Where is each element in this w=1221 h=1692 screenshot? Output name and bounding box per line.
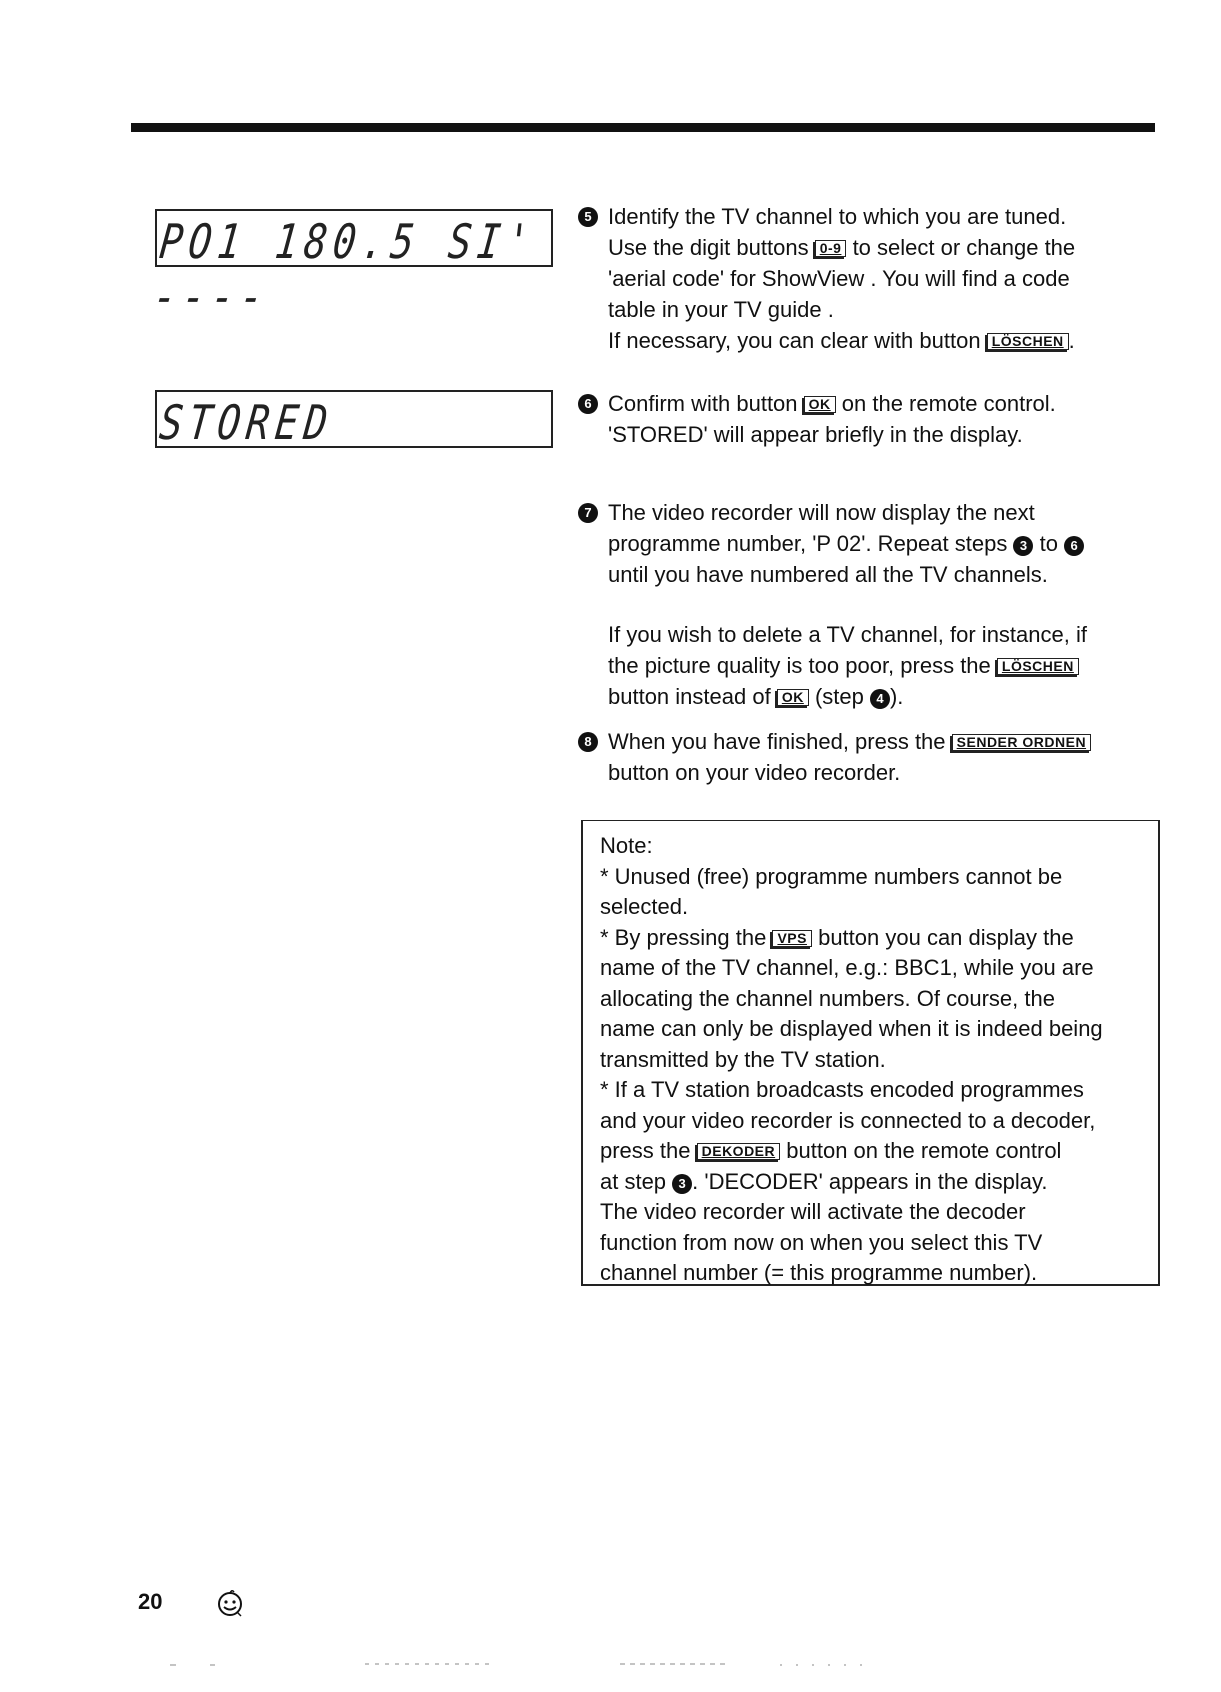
step-ref-badge: 3 <box>1013 536 1033 556</box>
note-line: * By pressing the <box>600 924 767 950</box>
step-6 <box>578 388 1178 450</box>
note-line: button on the remote control <box>786 1138 1062 1163</box>
note-line: name of the TV channel, e.g.: BBC1, while you are <box>600 955 1094 980</box>
step-text: to <box>1039 531 1058 556</box>
step-text: Confirm with button <box>608 391 798 416</box>
note-line: allocating the channel numbers. Of course, the <box>600 985 1055 1011</box>
step-text: . <box>1068 328 1075 353</box>
note-line: at step <box>600 1168 667 1194</box>
step-text: The video recorder will now display the next <box>608 500 1035 525</box>
note-line: transmitted by the TV station. <box>600 1046 886 1072</box>
ok-button-key: OK <box>804 396 836 413</box>
step-text: If necessary, you can clear with button <box>608 328 981 353</box>
step-text: (step <box>814 684 864 709</box>
step-7 <box>578 497 1178 712</box>
digit-button-key: 0-9 <box>815 240 847 257</box>
note-line: . 'DECODER' appears in the display. <box>692 1168 1048 1194</box>
note-line: button you can display the <box>818 924 1074 950</box>
step-ref-badge: 3 <box>672 1174 692 1194</box>
step-text: When you have finished, press the <box>608 729 946 754</box>
lcd-display-tuning <box>150 209 553 324</box>
note-line: function from now on when you select this TV <box>600 1229 1043 1255</box>
sender-ordnen-button-key: SENDER ORDNEN <box>952 734 1091 751</box>
scan-specks <box>170 1660 950 1670</box>
step-text: button on your video recorder. <box>608 760 901 785</box>
smiley-face-icon <box>215 1588 245 1618</box>
loschen-button-key: LÖSCHEN <box>997 658 1079 675</box>
step-text: Identify the TV channel to which you are tuned. <box>608 204 1067 229</box>
step-text: button instead of <box>608 684 771 709</box>
page-number: 20 <box>138 1589 163 1614</box>
step-text: If you wish to delete a TV channel, for instance, if <box>608 622 1087 647</box>
step-number-badge: 8 <box>578 732 598 752</box>
note-line: * Unused (free) programme numbers cannot be <box>600 863 1063 889</box>
lcd-text-stored: STORED <box>156 395 337 450</box>
step-ref-badge: 6 <box>1064 536 1084 556</box>
loschen-button-key: LÖSCHEN <box>987 333 1069 350</box>
step-5 <box>578 201 1178 356</box>
note-box <box>581 820 1160 1286</box>
step-text: Use the digit buttons <box>608 235 809 260</box>
note-line: channel number (= this programme number). <box>600 1260 1038 1285</box>
step-text: to select or change the <box>852 235 1076 260</box>
step-number-badge: 5 <box>578 207 598 227</box>
step-8 <box>578 726 1178 788</box>
step-text: on the remote control. <box>841 391 1056 416</box>
step-number-badge: 7 <box>578 503 598 523</box>
ok-button-key: OK <box>777 689 809 706</box>
step-text: until you have numbered all the TV channels. <box>608 562 1048 587</box>
dekoder-button-key: DEKODER <box>697 1143 781 1160</box>
lcd-text-tuning: PO1 180.5 SI' ---- <box>150 214 539 324</box>
note-title: Note: <box>600 833 653 858</box>
step-text: 'STORED' will appear briefly in the display. <box>608 422 1023 447</box>
step-text: programme number, 'P 02'. Repeat steps <box>608 531 1008 556</box>
note-line: name can only be displayed when it is indeed being <box>600 1016 1103 1041</box>
step-ref-badge: 4 <box>870 689 890 709</box>
step-text: table in your TV guide . <box>608 297 834 322</box>
step-text: 'aerial code' for ShowView . You will find a code <box>608 266 1070 291</box>
note-line: press the <box>600 1138 691 1163</box>
lcd-display-stored <box>155 390 553 448</box>
step-number-badge: 6 <box>578 394 598 414</box>
step-text: the picture quality is too poor, press the <box>608 653 991 678</box>
note-line: selected. <box>600 894 689 919</box>
note-line: The video recorder will activate the decoder <box>600 1199 1026 1224</box>
vps-button-key: VPS <box>772 930 812 947</box>
note-line: and your video recorder is connected to a decoder, <box>600 1107 1096 1133</box>
note-line: * If a TV station broadcasts encoded programmes <box>600 1077 1084 1102</box>
header-rule <box>131 123 1155 132</box>
step-text: ). <box>889 684 904 709</box>
